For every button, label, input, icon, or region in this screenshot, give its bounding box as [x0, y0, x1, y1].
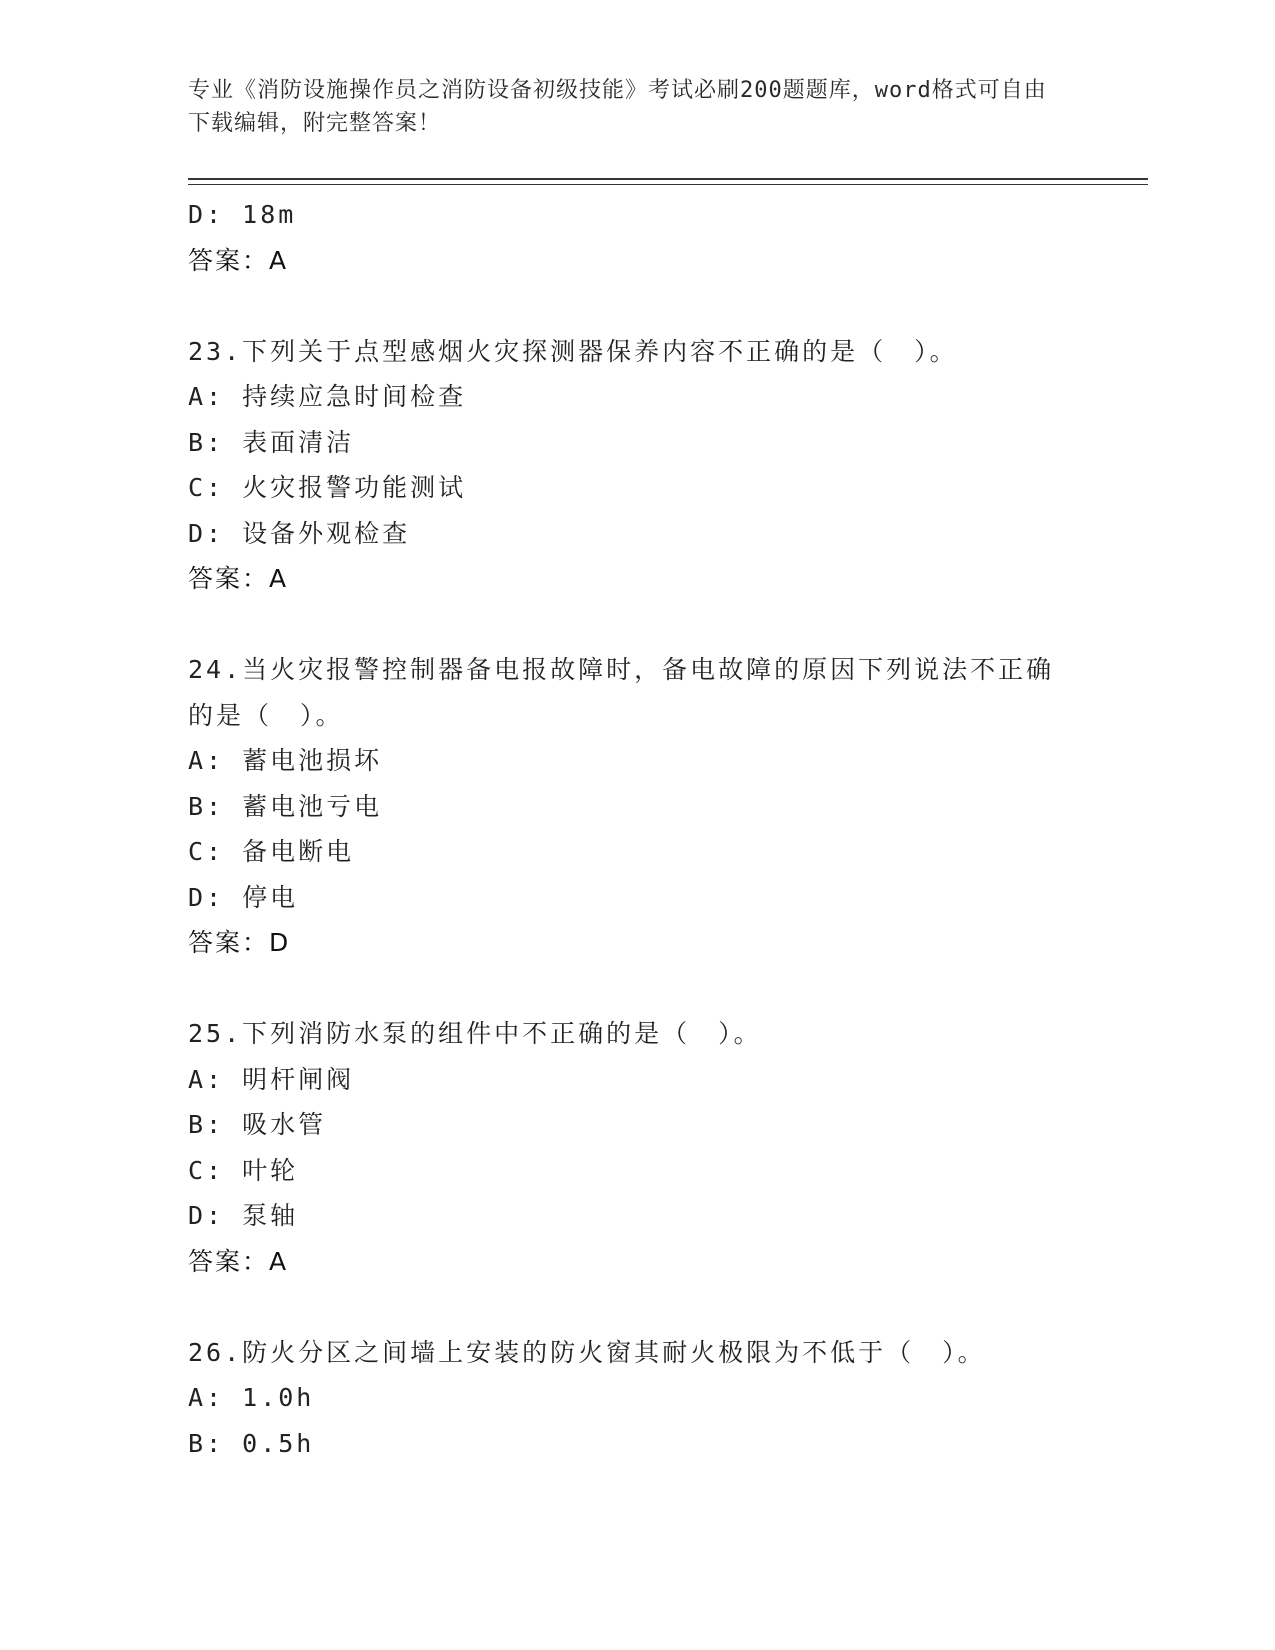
question-23-option-c: C: 火灾报警功能测试: [188, 473, 467, 502]
question-23-answer: 答案：A: [188, 564, 289, 593]
question-23-stem: 23.下列关于点型感烟火灾探测器保养内容不正确的是（ ）。: [188, 336, 958, 366]
spacer: [188, 283, 1088, 329]
question-23-option-b: B: 表面清洁: [188, 427, 355, 457]
question-25-option-a: A: 明杆闸阀: [188, 1064, 355, 1094]
question-23-option-d: D: 设备外观检查: [188, 518, 411, 548]
spacer: [188, 966, 1088, 1012]
question-24-option-b: B: 蓄电池亏电: [188, 791, 383, 821]
question-24-option-a: A: 蓄电池损坏: [188, 746, 383, 775]
question-24-option-c: C: 备电断电: [188, 837, 355, 866]
question-26-option-a: A: 1.0h: [188, 1383, 315, 1412]
question-26-stem: 26.防火分区之间墙上安装的防火窗其耐火极限为不低于（ ）。: [188, 1337, 986, 1367]
question-26-option-b: B: 0.5h: [188, 1428, 315, 1458]
spacer: [188, 1284, 1088, 1330]
header-rule-thick: [188, 178, 1148, 180]
question-24-stem-line1: 24.当火灾报警控制器备电报故障时，备电故障的原因下列说法不正确: [188, 655, 1055, 684]
question-25-answer: 答案：A: [188, 1246, 289, 1276]
question-23-option-a: A: 持续应急时间检查: [188, 382, 467, 411]
question-25-stem: 25.下列消防水泵的组件中不正确的是（ ）。: [188, 1019, 762, 1048]
header-rule-thin: [188, 184, 1148, 185]
document-header: 专业《消防设施操作员之消防设备初级技能》考试必刷200题题库，word格式可自由下载编辑，附完整答案！: [188, 78, 1047, 136]
question-24-option-d: D: 停电: [188, 882, 299, 912]
question-25-option-d: D: 泵轴: [188, 1201, 299, 1230]
prev-option-d: D: 18m: [188, 200, 297, 229]
question-24-answer: 答案：D: [188, 928, 291, 957]
question-25-option-c: C: 叶轮: [188, 1155, 299, 1185]
question-25-option-b: B: 吸水管: [188, 1110, 327, 1139]
question-24-stem-line2: 的是（ ）。: [188, 700, 344, 730]
question-content: [188, 192, 1088, 1466]
prev-answer: 答案：A: [188, 245, 289, 275]
spacer: [188, 602, 1088, 648]
